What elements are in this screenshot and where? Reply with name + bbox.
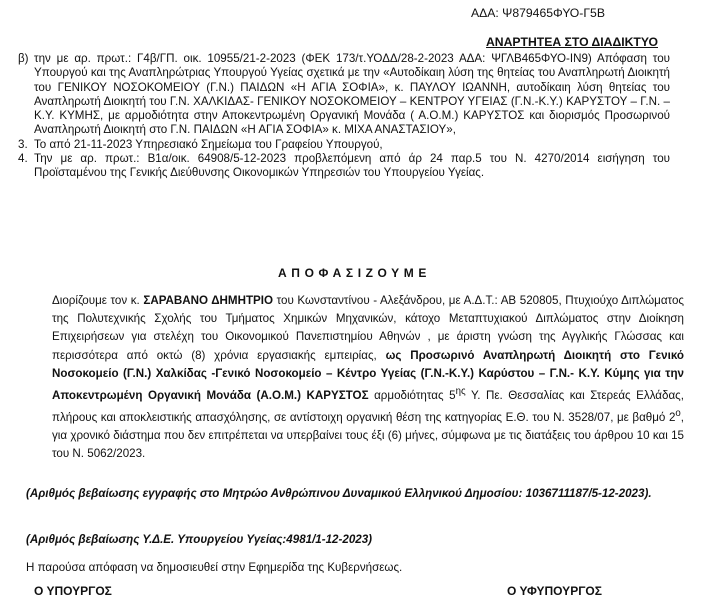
registry-note: (Αριθμός βεβαίωσης εγγραφής στο Μητρώο Ανθρώπινου Δυναμικού Ελληνικού Δημοσίου: 1036711187/5-12-2023). [26,487,652,500]
decision-text: , για χρονικό διάστημα που δεν επιτρέπεται να υπερβαίνει τους έξι (6) μήνες, σύμφωνα με τις διατάξεις του άρθρου 10 και 15 του Ν. 5062/2023. [52,410,684,461]
decision-title: ΑΠΟΦΑΣΙΖΟΥΜΕ [278,266,431,280]
consideration-text: Το από 21-11-2023 Υπηρεσιακό Σημείωμα του Γραφείου Υπουργού, [34,137,383,151]
publish-label: ΑΝΑΡΤΗΤΕΑ ΣΤΟ ΔΙΑΔΙΚΤΥΟ [486,35,658,49]
decision-text: αρμοδιότητας 5 [368,388,456,402]
decision-paragraph [52,292,684,464]
decision-text: του Κωνσταντίνου - Αλεξάνδρου, με Α.Δ.Τ.: ΑΒ 520805, Πτυχιούχο Διπλώματος της Πολυτεχνικής Σχολής του Τμήματος Χημικών Μηχανικών, κάτοχο Μεταπτυχιακού Διπλώματος στην Διοίκηση Επιχειρήσεων για στελέχη του Οικονομικού Πανεπιστημίου Αθηνών , με άριστη γνώση της Αγγλικής Γλώσσας και περισσότερα από οκτώ (8) χρόνια εργασιακής εμπειρίας, [52,294,684,362]
consideration-4 [18,152,670,181]
consideration-b [18,52,670,138]
publication-note: Η παρούσα απόφαση να δημοσιευθεί στην Εφημερίδα της Κυβερνήσεως. [26,561,403,574]
consideration-marker: β) [18,52,29,65]
grade-suffix: ο [675,408,681,420]
considerations-list [18,52,670,181]
consideration-marker: 4. [18,152,28,166]
ordinal-suffix: ης [455,386,466,398]
yde-note: (Αριθμός βεβαίωσης Υ.Δ.Ε. Υπουργείου Υγείας:4981/1-12-2023) [26,533,373,546]
consideration-marker: 3. [18,137,28,151]
consideration-text: Την με αρ. πρωτ.: Β1α/οικ. 64908/5-12-2023 προβλεπόμενη από άρ 24 παρ.5 του Ν. 4270/2014 εισήγηση του Προϊσταμένου της Γενικής Διεύθυνσης Οικονομικών Υπηρεσιών του Υπουργείου Υγείας. [34,152,670,180]
consideration-3 [18,138,670,152]
consideration-text: την με αρ. πρωτ.: Γ4β/ΓΠ. οικ. 10955/21-2-2023 (ΦΕΚ 173/τ.ΥΟΔΔ/28-2-2023 ΑΔΑ: ΨΓΛΒ465ΦΥΟ-ΙΝ9) Απόφαση του Υπουργού και της Αναπληρώτριας Υπουργού Υγείας σχετικά με την «Αυτοδίκαιη λύση της θητείας του Αναπληρωτή Διοικητή του ΓΕΝΙΚΟΥ ΝΟΣΟΚΟΜΕΙΟΥ (Γ.Ν.) ΠΑΙΔΩΝ «Η ΑΓΙΑ ΣΟΦΙΑ», κ. ΠΑΥΛΟΥ ΙΩΑΝΝΗ, αυτοδίκαιη λύση θητείας του Αναπληρωτή Διοικητή του Γ.Ν. ΧΑΛΚΙΔΑΣ- ΓΕΝΙΚΟΥ ΝΟΣΟΚΟΜΕΙΟΥ – ΚΕΝΤΡΟΥ ΥΓΕΙΑΣ (Γ.Ν.-Κ.Υ.) ΚΑΡΥΣΤΟΥ – Γ.Ν. – Κ.Υ. ΚΥΜΗΣ, με αρμοδιότητα στην Αποκεντρωμένη Οργανική Μονάδα ( Α.Ο.Μ.) ΚΑΡΥΣΤΟΣ και διορισμός Προσωρινού Αναπληρωτή Διοικητή στο Γ.Ν. ΠΑΙΔΩΝ «Η ΑΓΙΑ ΣΟΦΙΑ» κ. ΜΙΧΑ ΑΝΑΣΤΑΣΙΟΥ», [34,52,670,137]
deputy-minister-signature: Ο ΥΦΥΠΟΥΡΓΟΣ [507,584,602,598]
decision-text: Υ. Πε. Θεσσαλίας και Στερεάς Ελλάδας, πλήρους και αποκλειστικής απασχόλησης, σε αντίστοιχη οργανική θέση της κατηγορίας Ε.Θ. του Ν. 3528/07, με βαθμό 2 [52,388,684,424]
minister-signature: Ο ΥΠΟΥΡΓΟΣ [34,584,112,598]
appointee-name: ΣΑΡΑΒΑΝΟ ΔΗΜΗΤΡΙΟ [143,294,274,307]
appointment-position: ως Προσωρινό Αναπληρωτή Διοικητή στο Γενικό Νοσοκομείο (Γ.Ν.) Χαλκίδας -Γενικό Νοσοκομείο – Κέντρο Υγείας (Γ.Ν.-Κ.Υ.) Καρύστου – Γ.Ν.- Κ.Υ. Κύμης για την Αποκεντρωμένη Οργανική Μονάδα (Α.Ο.Μ.) ΚΑΡΥΣΤΟΣ [52,348,684,402]
decision-text: Διορίζουμε τον κ. [52,294,144,307]
ada-number: ΑΔΑ: Ψ879465ΦΥΟ-Γ5Β [471,6,605,20]
